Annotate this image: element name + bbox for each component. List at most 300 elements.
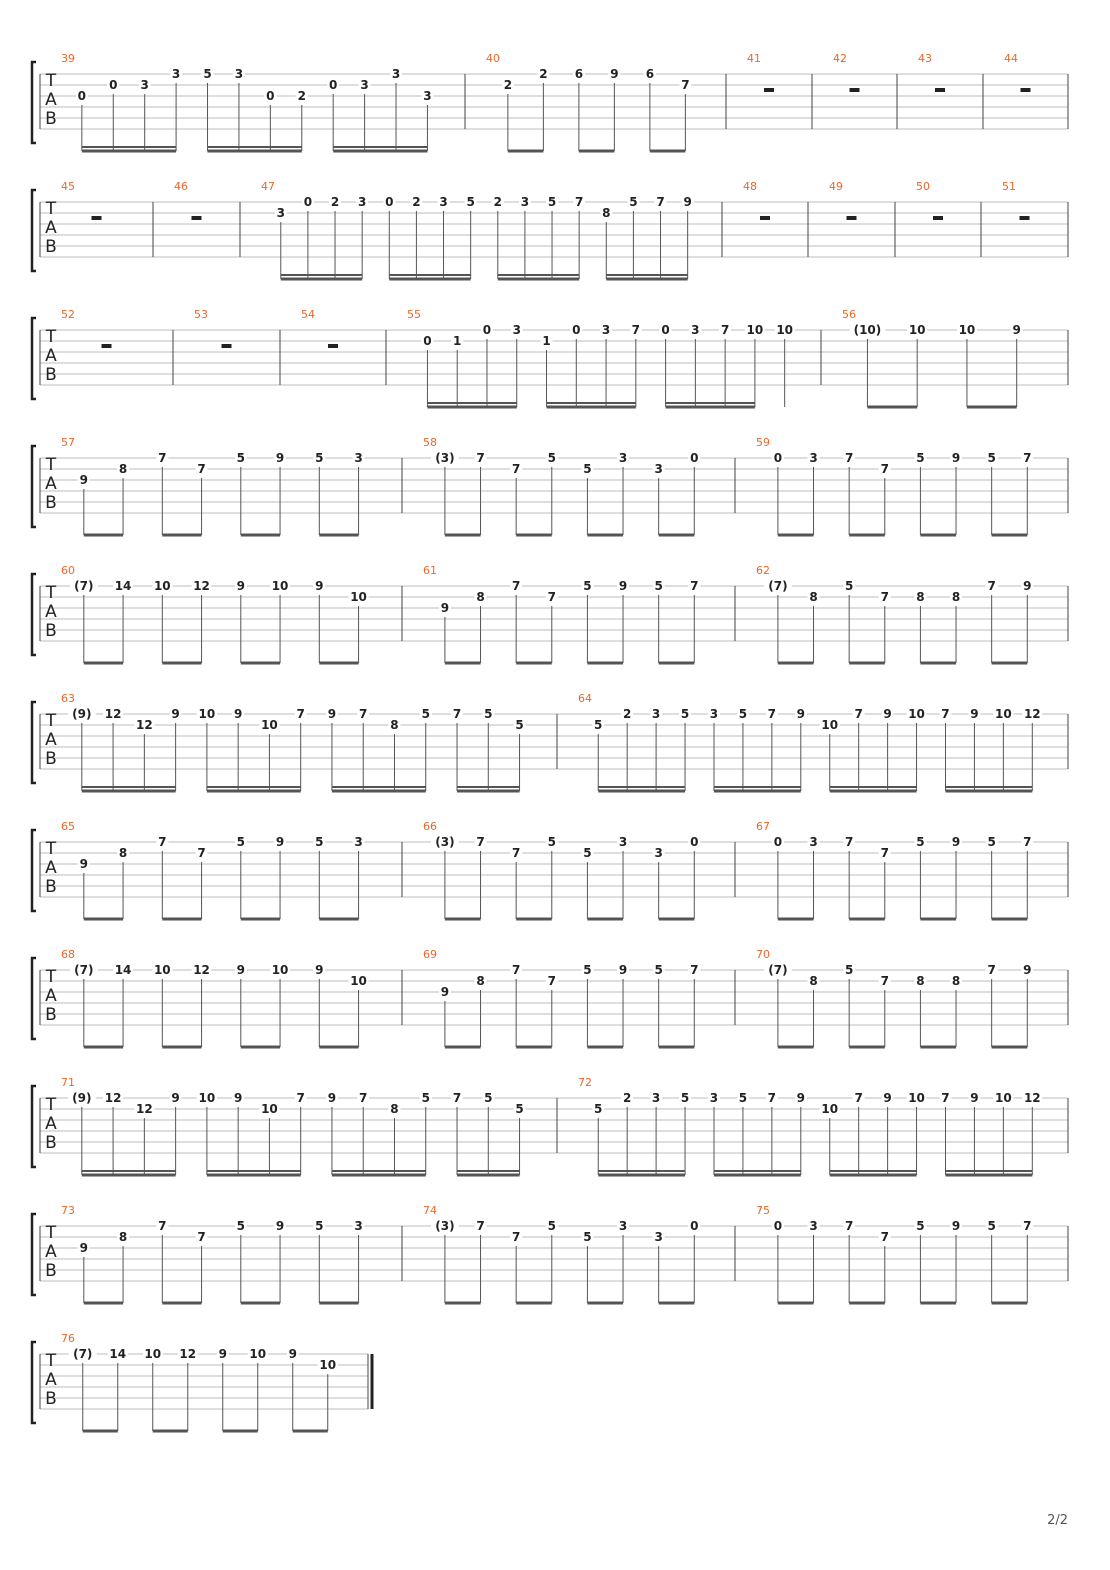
measure-number: 72 bbox=[578, 1076, 592, 1089]
fret-number: 3 bbox=[354, 1219, 363, 1233]
fret-number: 10 bbox=[249, 1347, 267, 1361]
measure-number: 53 bbox=[194, 308, 208, 321]
fret-number: 3 bbox=[512, 323, 521, 337]
fret-number: 10 bbox=[350, 590, 367, 604]
fret-number: 7 bbox=[681, 78, 690, 92]
fret-number: 2 bbox=[503, 78, 513, 92]
fret-number: 2 bbox=[297, 89, 306, 103]
measure-number: 61 bbox=[423, 564, 437, 577]
fret-number: 0 bbox=[329, 78, 338, 92]
fret-number: (10) bbox=[853, 323, 882, 337]
fret-number: 9 bbox=[610, 67, 619, 81]
fret-number: (7) bbox=[768, 963, 788, 977]
fret-number: (3) bbox=[435, 1219, 455, 1233]
fret-number: 12 bbox=[1023, 707, 1041, 721]
measure-number: 55 bbox=[407, 308, 421, 321]
measure-number: 67 bbox=[756, 820, 770, 833]
tab-clef: B bbox=[45, 1133, 57, 1153]
fret-number: 9 bbox=[236, 963, 245, 977]
fret-number: 5 bbox=[315, 451, 324, 465]
fret-number: 0 bbox=[109, 78, 118, 92]
fret-number: 3 bbox=[709, 1091, 719, 1105]
fret-number: 8 bbox=[951, 590, 961, 604]
fret-number: 7 bbox=[880, 462, 889, 476]
tab-clef: A bbox=[45, 730, 57, 750]
fret-number: 9 bbox=[327, 1091, 337, 1105]
fret-number: 9 bbox=[288, 1347, 297, 1361]
fret-number: 3 bbox=[809, 835, 818, 849]
fret-number: 3 bbox=[809, 1219, 818, 1233]
fret-number: 2 bbox=[493, 195, 502, 209]
fret-number: 5 bbox=[916, 835, 925, 849]
fret-number: 10 bbox=[144, 1347, 162, 1361]
fret-number: 9 bbox=[683, 195, 692, 209]
fret-number: 14 bbox=[109, 1347, 127, 1361]
fret-number: 5 bbox=[844, 963, 854, 977]
tab-clef: T bbox=[45, 967, 57, 987]
fret-number: 10 bbox=[958, 323, 976, 337]
tab-clef: T bbox=[45, 839, 57, 859]
fret-number: 12 bbox=[193, 579, 210, 593]
tab-clef: A bbox=[45, 1114, 57, 1134]
fret-number: 12 bbox=[179, 1347, 197, 1361]
measure-number: 74 bbox=[423, 1204, 437, 1217]
fret-number: 9 bbox=[327, 707, 337, 721]
tab-clef: B bbox=[45, 621, 57, 641]
tab-clef: A bbox=[45, 986, 57, 1006]
fret-number: 3 bbox=[360, 78, 369, 92]
fret-number: 7 bbox=[476, 1219, 485, 1233]
fret-number: 8 bbox=[118, 1230, 128, 1244]
fret-number: 7 bbox=[574, 195, 584, 209]
fret-number: 1 bbox=[542, 334, 551, 348]
measure-number: 40 bbox=[486, 52, 500, 65]
measure-number: 56 bbox=[842, 308, 856, 321]
fret-number: 3 bbox=[654, 1230, 663, 1244]
fret-number: (7) bbox=[768, 579, 788, 593]
fret-number: 5 bbox=[421, 1091, 430, 1105]
fret-number: 7 bbox=[158, 1219, 167, 1233]
fret-number: 3 bbox=[709, 707, 719, 721]
fret-number: (9) bbox=[72, 1091, 92, 1105]
fret-number: 7 bbox=[511, 579, 521, 593]
fret-number: 9 bbox=[440, 601, 450, 615]
fret-number: 9 bbox=[951, 835, 961, 849]
fret-number: 9 bbox=[79, 473, 88, 487]
fret-number: 7 bbox=[158, 835, 167, 849]
fret-number: 0 bbox=[482, 323, 492, 337]
fret-number: 9 bbox=[970, 707, 979, 721]
fret-number: 5 bbox=[680, 707, 690, 721]
fret-number: 5 bbox=[594, 718, 603, 732]
fret-number: 9 bbox=[233, 707, 243, 721]
fret-number: 8 bbox=[390, 718, 399, 732]
fret-number: 10 bbox=[261, 718, 278, 732]
fret-number: 0 bbox=[423, 334, 432, 348]
fret-number: 3 bbox=[171, 67, 181, 81]
system-bracket bbox=[32, 958, 36, 1039]
fret-number: 3 bbox=[423, 89, 432, 103]
fret-number: 5 bbox=[236, 1219, 245, 1233]
rest-symbol bbox=[102, 344, 112, 348]
fret-number: 7 bbox=[941, 1091, 950, 1105]
fret-number: 7 bbox=[987, 579, 996, 593]
measure-number: 63 bbox=[61, 692, 75, 705]
fret-number: 5 bbox=[844, 579, 854, 593]
fret-number: 0 bbox=[773, 835, 783, 849]
fret-number: 9 bbox=[1023, 579, 1032, 593]
measure-number: 42 bbox=[833, 52, 847, 65]
tab-clef: T bbox=[45, 1351, 57, 1371]
fret-number: 3 bbox=[354, 451, 363, 465]
fret-number: 9 bbox=[233, 1091, 243, 1105]
fret-number: 12 bbox=[104, 1091, 122, 1105]
fret-number: 9 bbox=[440, 985, 450, 999]
measure-number: 65 bbox=[61, 820, 75, 833]
fret-number: 7 bbox=[452, 707, 462, 721]
fret-number: 9 bbox=[1012, 323, 1021, 337]
system-bracket bbox=[32, 1214, 36, 1295]
rest-symbol bbox=[1020, 216, 1030, 220]
measure-number: 57 bbox=[61, 436, 75, 449]
fret-number: 7 bbox=[880, 590, 889, 604]
fret-number: 10 bbox=[350, 974, 367, 988]
fret-number: 2 bbox=[539, 67, 548, 81]
fret-number: 5 bbox=[680, 1091, 690, 1105]
fret-number: 8 bbox=[118, 846, 128, 860]
fret-number: 10 bbox=[908, 323, 926, 337]
fret-number: 3 bbox=[357, 195, 367, 209]
rest-symbol bbox=[935, 88, 945, 92]
measure-number: 73 bbox=[61, 1204, 75, 1217]
fret-number: 5 bbox=[629, 195, 638, 209]
fret-number: 7 bbox=[844, 835, 854, 849]
tab-clef: B bbox=[45, 109, 57, 129]
fret-number: 9 bbox=[883, 707, 892, 721]
fret-number: 5 bbox=[583, 462, 592, 476]
fret-number: 10 bbox=[776, 323, 794, 337]
fret-number: 8 bbox=[809, 974, 818, 988]
measure-number: 39 bbox=[61, 52, 75, 65]
system-bracket bbox=[32, 62, 36, 143]
fret-number: 7 bbox=[511, 846, 521, 860]
fret-number: 3 bbox=[651, 1091, 661, 1105]
fret-number: 2 bbox=[622, 707, 632, 721]
tab-clef: T bbox=[45, 1095, 57, 1115]
system-bracket bbox=[32, 574, 36, 655]
fret-number: 0 bbox=[572, 323, 581, 337]
fret-number: 7 bbox=[767, 1091, 777, 1105]
fret-number: 7 bbox=[511, 963, 521, 977]
measure-number: 62 bbox=[756, 564, 770, 577]
fret-number: 5 bbox=[484, 1091, 493, 1105]
fret-number: 5 bbox=[547, 1219, 556, 1233]
measure-number: 46 bbox=[174, 180, 188, 193]
fret-number: 3 bbox=[651, 707, 661, 721]
fret-number: 7 bbox=[359, 707, 368, 721]
tab-clef: B bbox=[45, 877, 57, 897]
fret-number: 3 bbox=[654, 846, 663, 860]
fret-number: 3 bbox=[140, 78, 149, 92]
fret-number: 7 bbox=[987, 963, 996, 977]
fret-number: 3 bbox=[654, 462, 663, 476]
fret-number: 10 bbox=[198, 707, 216, 721]
fret-number: 0 bbox=[690, 451, 699, 465]
tab-clef: T bbox=[45, 711, 57, 731]
tab-clef: B bbox=[45, 1005, 57, 1025]
fret-number: 14 bbox=[114, 579, 132, 593]
fret-number: 9 bbox=[79, 857, 88, 871]
fret-number: 8 bbox=[809, 590, 818, 604]
fret-number: 10 bbox=[198, 1091, 216, 1105]
fret-number: 7 bbox=[1023, 835, 1032, 849]
fret-number: 7 bbox=[656, 195, 665, 209]
rest-symbol bbox=[760, 216, 770, 220]
fret-number: 10 bbox=[995, 1091, 1012, 1105]
fret-number: 7 bbox=[511, 1230, 521, 1244]
rest-symbol bbox=[1021, 88, 1031, 92]
fret-number: 10 bbox=[746, 323, 764, 337]
fret-number: 5 bbox=[916, 451, 925, 465]
fret-number: 5 bbox=[466, 195, 475, 209]
system-bracket bbox=[32, 702, 36, 783]
fret-number: 8 bbox=[476, 590, 485, 604]
fret-number: 0 bbox=[266, 89, 275, 103]
page-number: 2/2 bbox=[1047, 1513, 1068, 1528]
fret-number: 10 bbox=[261, 1102, 278, 1116]
fret-number: 7 bbox=[476, 835, 485, 849]
fret-number: 5 bbox=[315, 1219, 324, 1233]
fret-number: 5 bbox=[547, 835, 556, 849]
rest-symbol bbox=[764, 88, 774, 92]
fret-number: 3 bbox=[439, 195, 448, 209]
fret-number: 10 bbox=[821, 718, 839, 732]
fret-number: 6 bbox=[574, 67, 584, 81]
fret-number: 7 bbox=[767, 707, 777, 721]
fret-number: 0 bbox=[303, 195, 313, 209]
fret-number: 5 bbox=[738, 1091, 748, 1105]
measure-number: 51 bbox=[1002, 180, 1016, 193]
rest-symbol bbox=[222, 344, 232, 348]
measure-number: 66 bbox=[423, 820, 437, 833]
rest-symbol bbox=[328, 344, 338, 348]
system-bracket bbox=[32, 1342, 36, 1423]
fret-number: 0 bbox=[690, 1219, 699, 1233]
fret-number: 12 bbox=[135, 718, 153, 732]
fret-number: 10 bbox=[908, 707, 925, 721]
tab-clef: A bbox=[45, 1370, 57, 1390]
fret-number: 9 bbox=[315, 579, 324, 593]
measure-number: 43 bbox=[918, 52, 932, 65]
fret-number: 9 bbox=[970, 1091, 979, 1105]
fret-number: 7 bbox=[511, 462, 521, 476]
fret-number: 5 bbox=[583, 846, 592, 860]
tab-clef: A bbox=[45, 474, 57, 494]
fret-number: (3) bbox=[435, 835, 455, 849]
fret-number: 10 bbox=[821, 1102, 839, 1116]
fret-number: 3 bbox=[391, 67, 401, 81]
fret-number: 5 bbox=[987, 1219, 996, 1233]
tab-clef: B bbox=[45, 1261, 57, 1281]
fret-number: 10 bbox=[319, 1358, 337, 1372]
system-bracket bbox=[32, 1086, 36, 1167]
fret-number: 5 bbox=[515, 1102, 524, 1116]
fret-number: 7 bbox=[296, 707, 305, 721]
fret-number: 7 bbox=[197, 462, 206, 476]
fret-number: 5 bbox=[583, 1230, 592, 1244]
measure-number: 69 bbox=[423, 948, 437, 961]
fret-number: 10 bbox=[153, 579, 171, 593]
fret-number: 7 bbox=[880, 1230, 889, 1244]
fret-number: 5 bbox=[916, 1219, 925, 1233]
fret-number: (7) bbox=[73, 1347, 93, 1361]
fret-number: 5 bbox=[583, 963, 592, 977]
fret-number: 3 bbox=[809, 451, 818, 465]
fret-number: 9 bbox=[1023, 963, 1032, 977]
fret-number: 5 bbox=[583, 579, 592, 593]
tab-clef: B bbox=[45, 1389, 57, 1409]
fret-number: 2 bbox=[412, 195, 421, 209]
fret-number: 12 bbox=[135, 1102, 153, 1116]
fret-number: 9 bbox=[236, 579, 245, 593]
fret-number: 5 bbox=[547, 451, 556, 465]
fret-number: 7 bbox=[547, 590, 556, 604]
measure-number: 50 bbox=[916, 180, 930, 193]
tab-clef: A bbox=[45, 1242, 57, 1262]
rest-symbol bbox=[92, 216, 102, 220]
fret-number: 7 bbox=[844, 1219, 854, 1233]
fret-number: 5 bbox=[515, 718, 524, 732]
tab-clef: T bbox=[45, 583, 57, 603]
system-bracket bbox=[32, 318, 36, 399]
fret-number: 7 bbox=[197, 846, 206, 860]
fret-number: 8 bbox=[118, 462, 128, 476]
fret-number: 7 bbox=[1023, 1219, 1032, 1233]
measure-number: 54 bbox=[301, 308, 315, 321]
measure-number: 58 bbox=[423, 436, 437, 449]
fret-number: 8 bbox=[916, 590, 925, 604]
fret-number: 14 bbox=[114, 963, 132, 977]
tab-clef: B bbox=[45, 237, 57, 257]
tab-clef: T bbox=[45, 71, 57, 91]
fret-number: 5 bbox=[738, 707, 748, 721]
fret-number: 6 bbox=[645, 67, 655, 81]
fret-number: 7 bbox=[690, 963, 699, 977]
tab-clef: A bbox=[45, 346, 57, 366]
fret-number: 3 bbox=[618, 1219, 628, 1233]
fret-number: 7 bbox=[197, 1230, 206, 1244]
fret-number: 8 bbox=[916, 974, 925, 988]
measure-number: 70 bbox=[756, 948, 770, 961]
fret-number: 10 bbox=[153, 963, 171, 977]
tab-clef: B bbox=[45, 749, 57, 769]
tab-clef: T bbox=[45, 327, 57, 347]
fret-number: 3 bbox=[234, 67, 244, 81]
fret-number: 7 bbox=[631, 323, 641, 337]
fret-number: 5 bbox=[987, 835, 996, 849]
fret-number: 9 bbox=[275, 1219, 285, 1233]
tab-clef: T bbox=[45, 1223, 57, 1243]
fret-number: 1 bbox=[453, 334, 462, 348]
fret-number: 5 bbox=[203, 67, 212, 81]
fret-number: 10 bbox=[271, 579, 289, 593]
fret-number: 5 bbox=[654, 579, 663, 593]
fret-number: 12 bbox=[1023, 1091, 1041, 1105]
fret-number: (7) bbox=[74, 579, 94, 593]
fret-number: 0 bbox=[773, 1219, 783, 1233]
fret-number: 9 bbox=[951, 451, 961, 465]
fret-number: 5 bbox=[987, 451, 996, 465]
fret-number: 5 bbox=[421, 707, 430, 721]
fret-number: 0 bbox=[385, 195, 394, 209]
measure-number: 68 bbox=[61, 948, 75, 961]
fret-number: 7 bbox=[1023, 451, 1032, 465]
fret-number: 9 bbox=[171, 1091, 180, 1105]
fret-number: 5 bbox=[594, 1102, 603, 1116]
fret-number: 7 bbox=[880, 846, 889, 860]
fret-number: 8 bbox=[951, 974, 961, 988]
tab-clef: T bbox=[45, 455, 57, 475]
fret-number: 3 bbox=[601, 323, 611, 337]
fret-number: 10 bbox=[271, 963, 289, 977]
tab-clef: B bbox=[45, 493, 57, 513]
fret-number: (3) bbox=[435, 451, 455, 465]
tab-clef: T bbox=[45, 199, 57, 219]
fret-number: 9 bbox=[883, 1091, 892, 1105]
fret-number: 8 bbox=[602, 206, 611, 220]
system-bracket bbox=[32, 446, 36, 527]
fret-number: (7) bbox=[74, 963, 94, 977]
fret-number: 9 bbox=[218, 1347, 227, 1361]
fret-number: 8 bbox=[476, 974, 485, 988]
measure-number: 45 bbox=[61, 180, 75, 193]
fret-number: 12 bbox=[104, 707, 122, 721]
fret-number: 10 bbox=[995, 707, 1012, 721]
fret-number: 10 bbox=[908, 1091, 925, 1105]
fret-number: 3 bbox=[276, 206, 285, 220]
fret-number: 7 bbox=[359, 1091, 368, 1105]
measure-number: 76 bbox=[61, 1332, 75, 1345]
fret-number: 5 bbox=[654, 963, 663, 977]
fret-number: 0 bbox=[773, 451, 783, 465]
measure-number: 47 bbox=[261, 180, 275, 193]
fret-number: 0 bbox=[77, 89, 87, 103]
rest-symbol bbox=[850, 88, 860, 92]
rest-symbol bbox=[192, 216, 202, 220]
tab-clef: A bbox=[45, 218, 57, 238]
fret-number: 9 bbox=[618, 579, 628, 593]
fret-number: 3 bbox=[520, 195, 530, 209]
fret-number: 5 bbox=[236, 835, 245, 849]
measure-number: 44 bbox=[1004, 52, 1018, 65]
fret-number: 5 bbox=[547, 195, 557, 209]
fret-number: 12 bbox=[193, 963, 210, 977]
fret-number: 7 bbox=[880, 974, 889, 988]
fret-number: (9) bbox=[72, 707, 92, 721]
fret-number: 0 bbox=[661, 323, 670, 337]
measure-number: 64 bbox=[578, 692, 592, 705]
system-bracket bbox=[32, 190, 36, 271]
measure-number: 59 bbox=[756, 436, 770, 449]
measure-number: 49 bbox=[829, 180, 843, 193]
fret-number: 7 bbox=[547, 974, 556, 988]
fret-number: 5 bbox=[315, 835, 324, 849]
system-bracket bbox=[32, 830, 36, 911]
fret-number: 5 bbox=[484, 707, 493, 721]
measure-number: 48 bbox=[743, 180, 757, 193]
tab-clef: A bbox=[45, 90, 57, 110]
fret-number: 9 bbox=[796, 707, 805, 721]
